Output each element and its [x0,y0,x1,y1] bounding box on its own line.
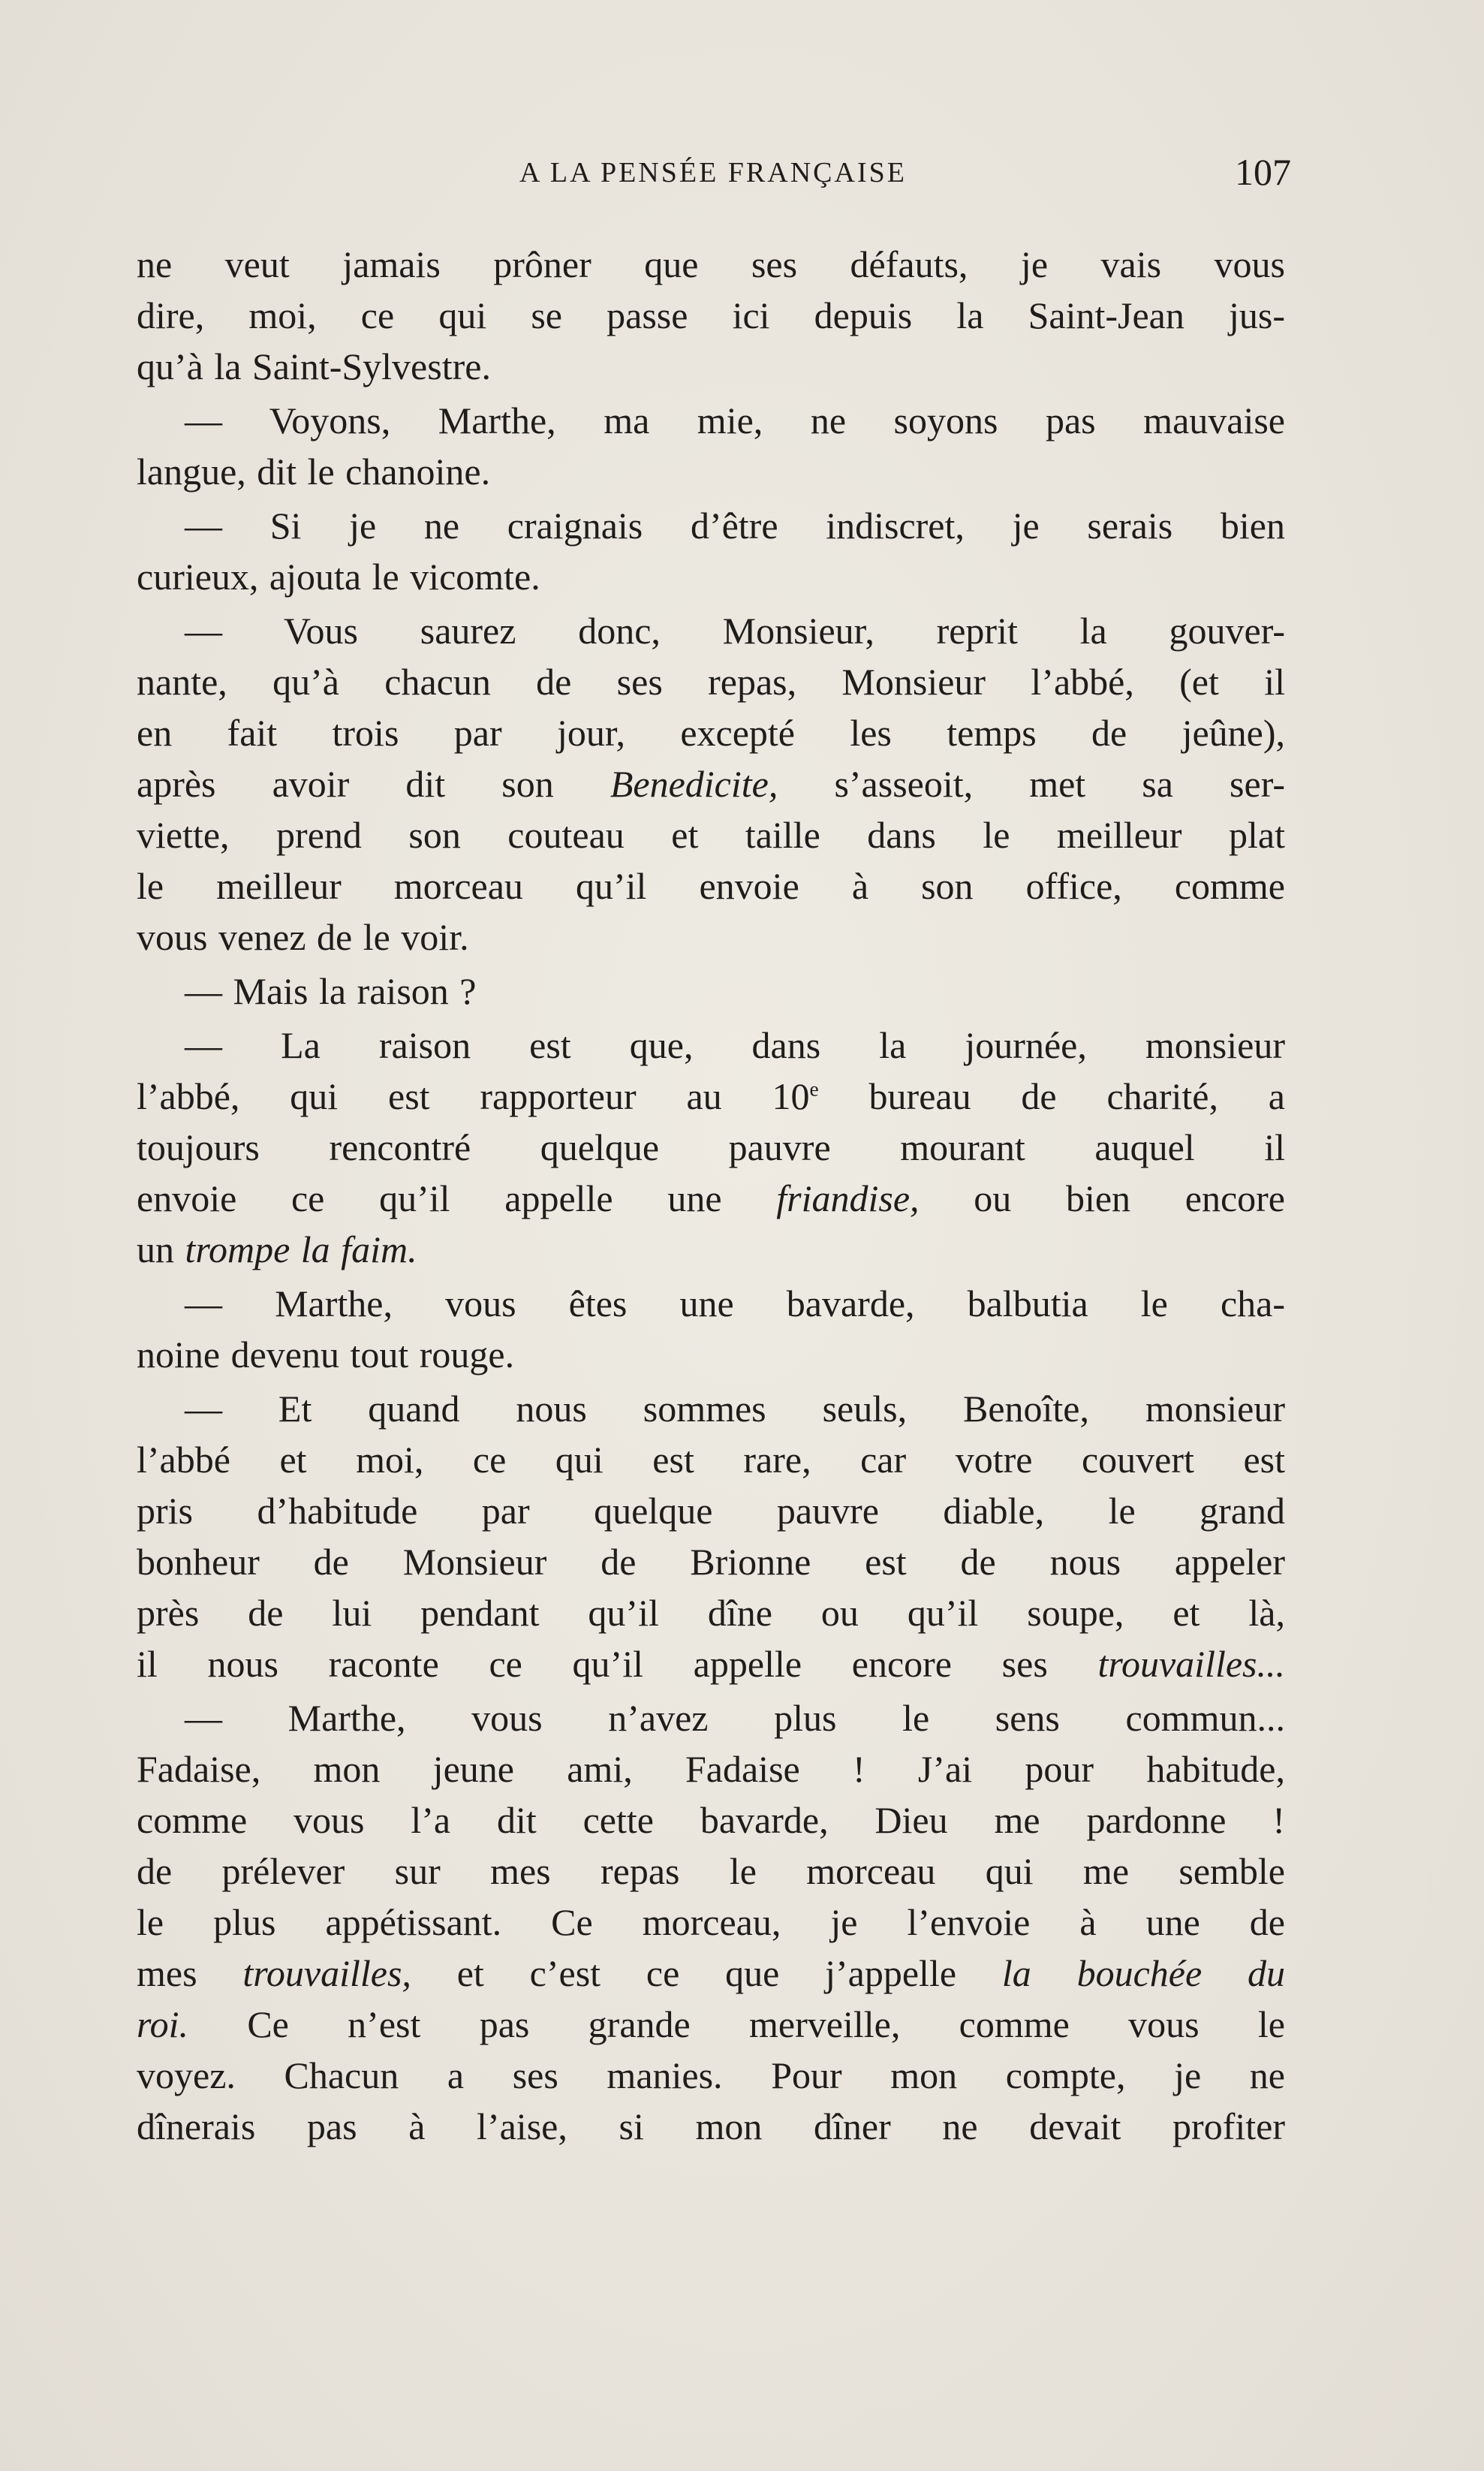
text-line: Fadaise, mon jeune ami, Fadaise ! J’ai pour habitude, [137,1748,1285,1790]
text-line: — Si je ne craignais d’être indiscret, je serais bien [185,505,1285,547]
text-line: après avoir dit son Benedicite, s’asseoit, met sa ser- [137,763,1285,805]
text-line: ne veut jamais prôner que ses défauts, je vais vous [137,243,1285,285]
text-line: l’abbé, qui est rapporteur au 10e bureau de charité, a [137,1075,1285,1117]
text-line: nante, qu’à chacun de ses repas, Monsieur l’abbé, (et il [137,661,1285,703]
text-line: — Mais la raison ? [185,970,477,1012]
text-line: l’abbé et moi, ce qui est rare, car votre couvert est [137,1439,1285,1481]
running-head [135,150,1291,195]
text-line: dînerais pas à l’aise, si mon dîner ne devait profiter [137,2105,1285,2147]
text-line: — Marthe, vous êtes une bavarde, balbutia le cha- [185,1282,1285,1324]
text-line: envoie ce qu’il appelle une friandise, ou bien encore [137,1177,1285,1219]
text-line: langue, dit le chanoine. [137,451,491,493]
text-line: voyez. Chacun a ses manies. Pour mon compte, je ne [137,2054,1285,2096]
text-line: toujours rencontré quelque pauvre mourant auquel il [137,1126,1285,1168]
text-line: — La raison est que, dans la journée, monsieur [185,1024,1285,1066]
text-line: — Et quand nous sommes seuls, Benoîte, monsieur [185,1388,1285,1430]
text-line: comme vous l’a dit cette bavarde, Dieu me pardonne ! [137,1799,1285,1841]
page-number: 107 [1235,151,1291,193]
text-line: — Voyons, Marthe, ma mie, ne soyons pas mauvaise [185,399,1285,441]
text-line: vous venez de le voir. [137,916,469,958]
text-line: le meilleur morceau qu’il envoie à son office, comme [137,865,1285,907]
text-line: le plus appétissant. Ce morceau, je l’envoie à une de [137,1901,1285,1943]
text-line: curieux, ajouta le vicomte. [137,556,540,598]
text-line: — Vous saurez donc, Monsieur, reprit la gouver- [185,610,1285,652]
text-line: il nous raconte ce qu’il appelle encore ses trouvailles... [137,1643,1285,1685]
text-line: de prélever sur mes repas le morceau qui me semble [137,1850,1285,1892]
text-line: un trompe la faim. [137,1228,417,1270]
text-line: mes trouvailles, et c’est ce que j’appelle la bouchée du [137,1952,1286,1994]
text-line: — Marthe, vous n’avez plus le sens commun... [185,1697,1285,1739]
text-line: pris d’habitude par quelque pauvre diable, le grand [137,1490,1285,1532]
text-line: qu’à la Saint-Sylvestre. [137,345,491,387]
text-line: dire, moi, ce qui se passe ici depuis la Saint-Jean jus- [137,294,1285,336]
running-title: A LA PENSÉE FRANÇAISE [519,157,907,188]
text-line: près de lui pendant qu’il dîne ou qu’il soupe, et là, [137,1592,1285,1634]
text-line: bonheur de Monsieur de Brionne est de nous appeler [137,1541,1285,1583]
text-line: roi. Ce n’est pas grande merveille, comme vous le [137,2003,1285,2045]
text-line: viette, prend son couteau et taille dans le meilleur plat [137,814,1285,856]
body-text [137,239,1285,2152]
text-line: noine devenu tout rouge. [137,1333,515,1376]
text-line: en fait trois par jour, excepté les temps de jeûne), [137,712,1285,754]
